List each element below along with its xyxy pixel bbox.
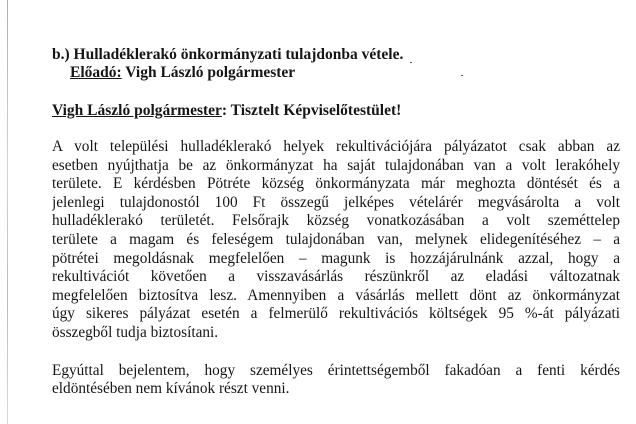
paragraph-line: esetben nyújthatja be az önkormányzat ha saját tulajdonában van a volt lerakóhely <box>52 156 620 174</box>
speaker-name: Vigh László polgármester <box>52 102 222 119</box>
scan-edge-shadow <box>7 0 8 424</box>
agenda-item-heading <box>52 46 624 82</box>
presenter-name: Vigh László polgármester <box>121 64 296 81</box>
paragraph-line: területe a magam és feleségem tulajdonában van, melynek elidegenítéséhez – a <box>52 230 620 248</box>
paragraph-line: összegből tudja biztosítani. <box>52 323 219 341</box>
salutation: : Tisztelt Képviselőtestület! <box>221 102 402 119</box>
paragraph-line: Egyúttal bejelentem, hogy személyes érintettségemből fakadóan a fenti kérdés <box>52 361 620 379</box>
paragraph-line: területe. E kérdésben Pötréte község önkormányzata már meghozta döntését és a <box>52 175 620 193</box>
presenter-line <box>52 64 624 82</box>
paragraph-line: A volt települési hulladéklerakó helyek rekultivációjára pályázatot csak abban az <box>52 138 620 155</box>
speech-paragraph-1 <box>52 138 620 343</box>
speech-paragraph-2 <box>52 362 620 399</box>
paragraph-line: hulladéklerakó területét. Felsőrajk község vonatkozásában a volt szeméttelep <box>52 212 620 230</box>
speaker-line <box>52 102 624 120</box>
presenter-label: Előadó: <box>70 64 122 81</box>
agenda-item-title: b.) Hulladéklerakó önkormányzati tulajdonba vétele. <box>52 46 404 63</box>
paragraph-line: rekultivációt követően a visszavásárlás részünkről az eladási változatnak <box>52 268 620 286</box>
paragraph-line: jelenlegi tulajdonostól 100 Ft összegű jelképes vételárér megvásárolta a volt <box>52 193 620 211</box>
paragraph-line: megfelelően biztosítva lesz. Amennyiben a vásárlás mellett dönt az önkormányzat <box>52 286 620 304</box>
paragraph-line: pötrétei megoldásnak megfelelően – magunk is hozzájárulnánk azzal, hogy a <box>52 249 620 267</box>
document-page <box>52 46 624 399</box>
paragraph-line: eldöntésében nem kívánok részt venni. <box>52 380 290 398</box>
paragraph-line: úgy sikeres pályázat esetén a felmerülő rekultivációs költségek 95 %-át pályázati <box>52 305 620 323</box>
